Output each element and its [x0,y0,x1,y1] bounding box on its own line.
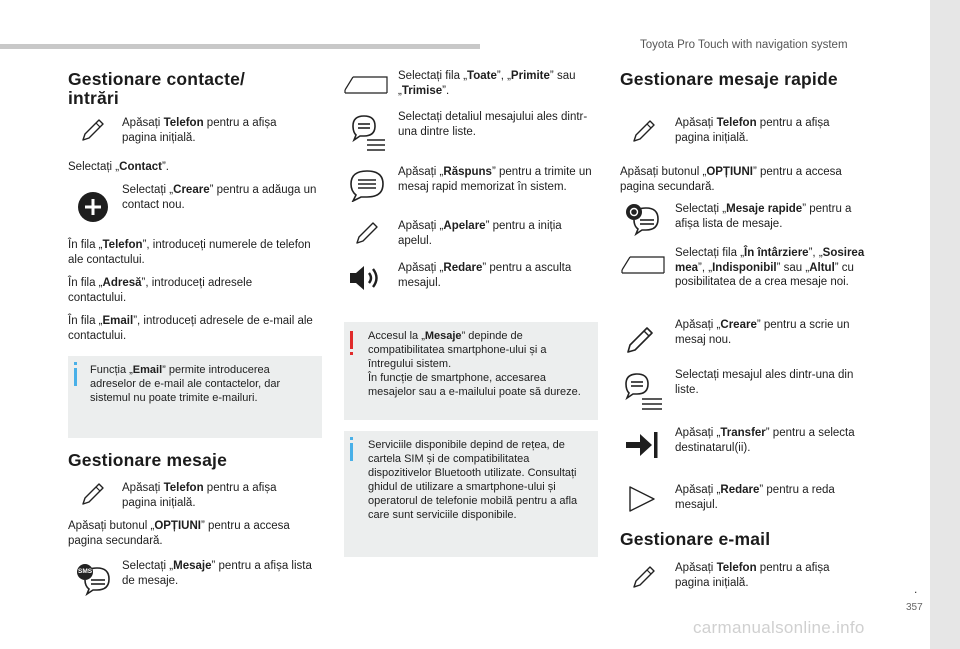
quick-step-2: Apăsați butonul „OPȚIUNI” pentru a accesa pagina secundară. [620,166,842,193]
info-icon [350,443,353,461]
tab-icon [343,74,389,96]
quick-step-1: Apăsați Telefon pentru a afișa pagina inițială. [675,117,830,144]
quick-message-icon [624,202,664,238]
contacts-info-note [68,356,322,438]
messages-step-3: Selectați „Mesaje” pentru a afișa lista de mesaje. [122,560,312,587]
pencil-icon [80,481,106,507]
messages-step-1: Apăsați Telefon pentru a afișa pagina inițială. [122,482,277,509]
call-icon [353,219,381,247]
header-rule [0,44,480,49]
transfer-icon [624,428,658,462]
heading-messages: Gestionare mesaje [68,450,228,470]
side-band [930,0,960,649]
quick-step-6: Selectați mesajul ales dintr-una din liste. [675,369,854,396]
speaker-icon [348,263,384,293]
messages-warning-text: Accesul la „Mesaje” depinde de compatibilitatea smartphone-ului și a întregului sistem. În funcție de smartphone, accesarea mesajelor sau a e-mailului poate să dureze. [368,330,581,398]
quick-step-3: Selectați „Mesaje rapide” pentru a afișa lista de mesaje. [675,203,852,230]
pencil-icon [80,117,106,143]
message-list-icon [620,370,664,412]
col2-step-4: Apăsați „Apelare” pentru a iniția apelul. [398,220,562,247]
services-info-text: Serviciile disponibile depind de rețea, de cartela SIM și de compatibilitatea dispozitivelor Bluetooth utilizate. Consultați ghidul de utilizare a smartphone-ului și operatorul de telefonie mobilă pentru a afla care sunt serviciile disponibile. [368,439,578,521]
heading-email: Gestionare e-mail [620,529,771,549]
play-icon [626,484,658,514]
header-title: Toyota Pro Touch with navigation system [640,39,848,51]
quick-step-5: Apăsați „Creare” pentru a scrie un mesaj nou. [675,319,850,346]
quick-step-7: Apăsați „Transfer” pentru a selecta destinatarul(ii). [675,427,855,454]
contacts-step-1: Apăsați Telefon pentru a afișa pagina inițială. [122,117,277,144]
contacts-step-5: În fila „Adresă”, introduceți adresele contactului. [68,277,253,304]
message-list-icon [347,112,387,152]
col2-step-2: Selectați detaliul mesajului ales dintr-una dintre liste. [398,111,588,138]
continue-mark: . [914,582,918,596]
contacts-step-2: Selectați „Contact”. [68,161,169,173]
services-info-note [344,431,598,557]
pencil-icon [631,118,657,144]
heading-quick-messages: Gestionare mesaje rapide [620,69,838,89]
watermark: carmanualsonline.info [693,618,865,637]
contacts-info-text: Funcția „Email” permite introducerea adreselor de e-mail ale contactelor, dar sistemul nu poate trimite e-mailuri. [90,364,281,404]
email-step-1: Apăsați Telefon pentru a afișa pagina inițială. [675,562,830,589]
info-icon [74,368,77,386]
reply-icon [347,168,387,202]
create-pencil-icon [624,324,656,356]
pencil-icon [631,564,657,590]
messages-step-2: Apăsați butonul „OPȚIUNI” pentru a accesa pagina secundară. [68,520,290,547]
heading-contacts: Gestionare contacte/ intrări [68,69,246,108]
quick-step-4: Selectați fila „În întârziere”, „Sosirea mea”, „Indisponibil” sau „Altul” cu posibilitatea de a crea mesaje noi. [675,247,865,288]
tab-icon [620,254,666,276]
contacts-step-6: În fila „Email”, introduceți adresele de e-mail ale contactului. [68,315,313,342]
col2-step-5: Apăsați „Redare” pentru a asculta mesajul. [398,262,572,289]
add-contact-icon [76,190,110,224]
col2-step-3: Apăsați „Răspuns” pentru a trimite un mesaj rapid memorizat în sistem. [398,166,592,193]
sms-icon: SMS [75,562,113,596]
contacts-step-4: În fila „Telefon”, introduceți numerele de telefon ale contactului. [68,239,311,266]
contacts-step-3: Selectați „Creare” pentru a adăuga un contact nou. [122,184,317,211]
messages-warning-note [344,322,598,420]
page-number: 357 [906,602,923,613]
warning-icon [350,331,353,349]
col2-step-1: Selectați fila „Toate”, „Primite” sau „Trimise”. [398,70,576,97]
quick-step-8: Apăsați „Redare” pentru a reda mesajul. [675,484,835,511]
